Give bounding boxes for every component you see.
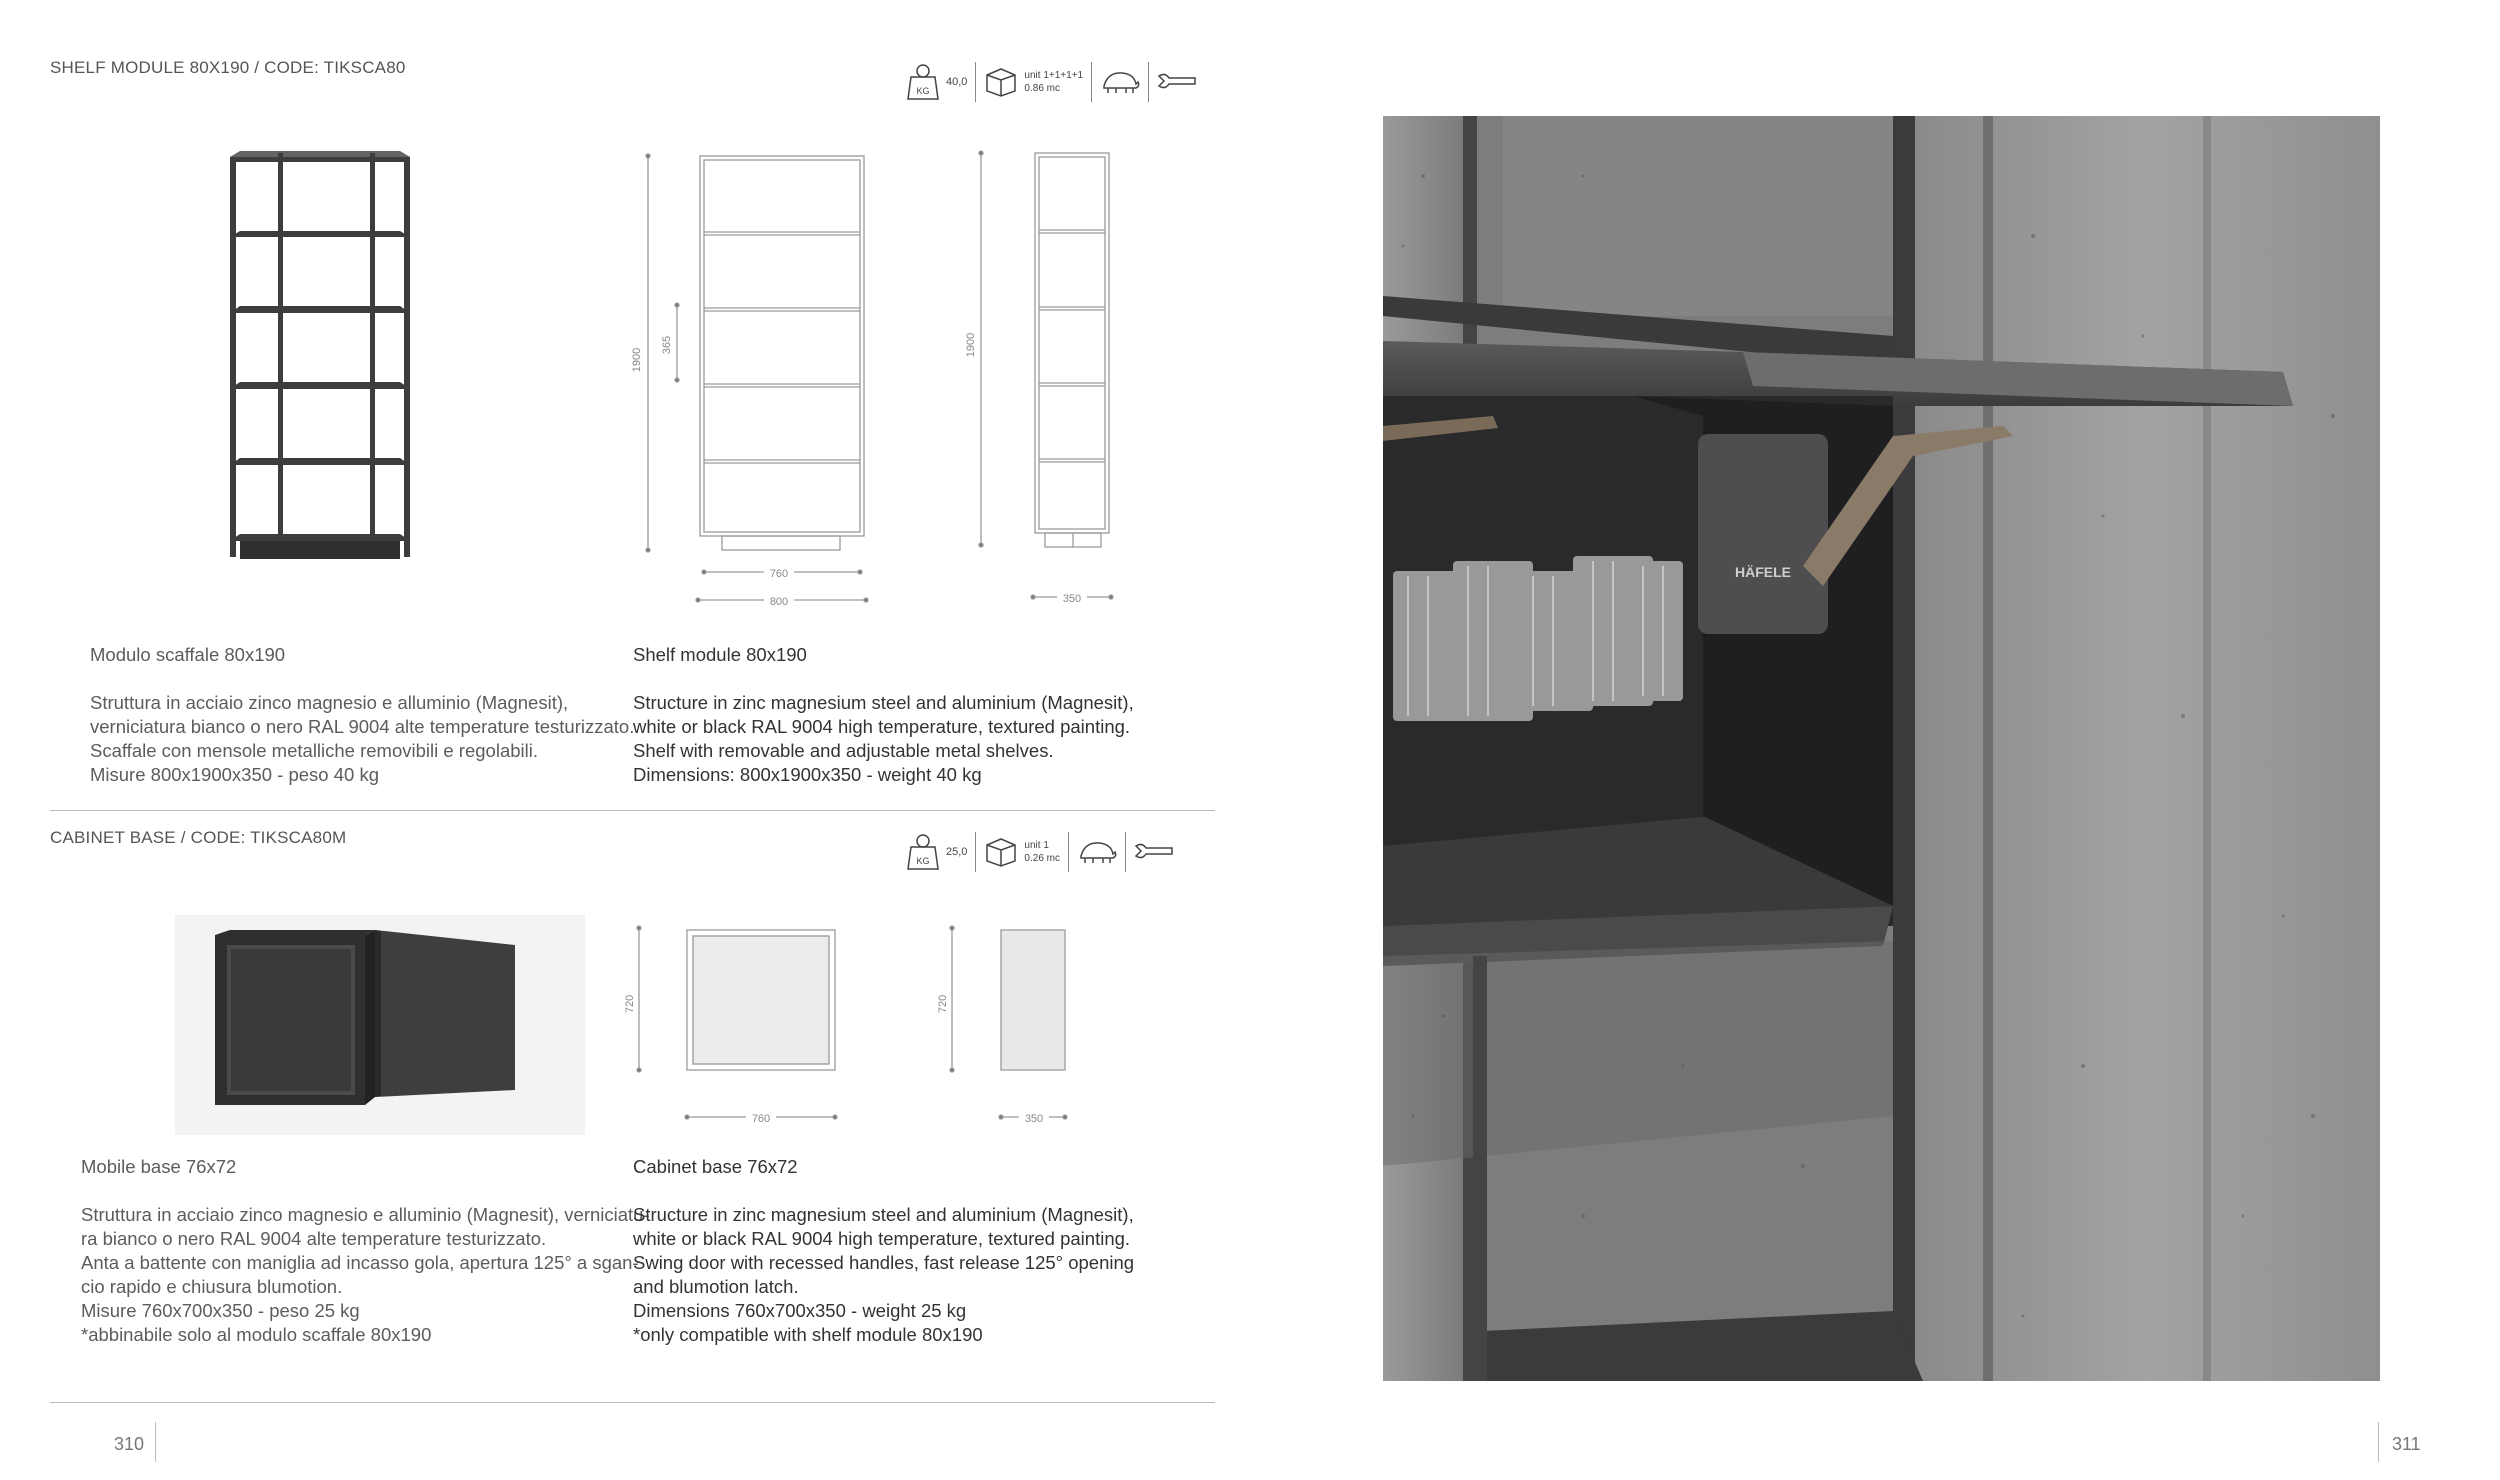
desc-line: Dimensions 760x700x350 - weight 25 kg: [633, 1300, 967, 1321]
svg-text:365: 365: [661, 335, 673, 355]
wrench-icon: [1157, 70, 1197, 94]
desc-line: Shelf with removable and adjustable metal shelves.: [633, 740, 1054, 761]
desc-line: *only compatible with shelf module 80x190: [633, 1324, 983, 1345]
section-title-shelf-module: SHELF MODULE 80X190 / CODE: TIKSCA80: [50, 58, 406, 77]
cabinet-side-drawing: [937, 920, 1080, 1130]
weight-value: 25,0: [946, 845, 968, 858]
description-italian-shelf: [90, 643, 635, 787]
package-volume: 0.86 mc: [1024, 83, 1060, 94]
weight-icon: [906, 63, 940, 101]
desc-line: Dimensions: 800x1900x350 - weight 40 kg: [633, 764, 982, 785]
desc-line: and blumotion latch.: [633, 1276, 799, 1297]
footer-divider: [50, 1402, 1215, 1403]
svg-text:350: 350: [1062, 593, 1082, 605]
package-icon-group: [976, 60, 1091, 104]
desc-line: ra bianco o nero RAL 9004 alte temperature testurizzato.: [81, 1228, 547, 1249]
cabinet-base-render: [175, 915, 585, 1135]
package-volume: 0.26 mc: [1024, 853, 1060, 864]
shelf-module-render: [220, 145, 420, 570]
svg-text:720: 720: [624, 994, 636, 1014]
section-divider: [50, 810, 1215, 811]
desc-line: verniciatura bianco o nero RAL 9004 alte temperature testurizzato.: [90, 716, 635, 737]
heading-italian-cabinet: Mobile base 76x72: [81, 1156, 237, 1177]
svg-text:720: 720: [937, 994, 949, 1014]
product-icons-shelf: [898, 60, 1205, 104]
product-photo: [1383, 116, 2380, 1381]
page-number-left: 310: [114, 1434, 145, 1454]
svg-text:350: 350: [1024, 1113, 1044, 1125]
package-icon-group: [976, 830, 1068, 874]
shelf-front-drawing: [630, 150, 890, 610]
desc-line: Misure 800x1900x350 - peso 40 kg: [90, 764, 379, 785]
desc-line: Struttura in acciaio zinco magnesio e alluminio (Magnesit), verniciatu-: [81, 1204, 650, 1225]
shelf-side-drawing: [965, 145, 1125, 615]
tortoise-icon: [1077, 838, 1117, 866]
description-italian-cabinet: [81, 1155, 650, 1347]
desc-line: white or black RAL 9004 high temperature, textured painting.: [633, 716, 1131, 737]
package-units: unit 1+1+1+1: [1024, 70, 1084, 81]
svg-text:KG: KG: [916, 86, 930, 96]
heading-english-cabinet: Cabinet base 76x72: [633, 1156, 798, 1177]
package-units: unit 1: [1024, 840, 1049, 851]
desc-line: cio rapido e chiusura blumotion.: [81, 1276, 343, 1297]
hafele-label: HÄFELE: [1735, 564, 1791, 580]
section-title-cabinet-base: CABINET BASE / CODE: TIKSCA80M: [50, 828, 347, 847]
package-icon: [984, 67, 1018, 97]
desc-line: Structure in zinc magnesium steel and aluminium (Magnesit),: [633, 1204, 1134, 1225]
svg-text:KG: KG: [916, 856, 930, 866]
desc-line: *abbinabile solo al modulo scaffale 80x190: [81, 1324, 432, 1345]
package-icon: [984, 837, 1018, 867]
weight-icon-group: [898, 60, 975, 104]
product-icons-cabinet: [898, 830, 1182, 874]
description-english-cabinet: [633, 1155, 1193, 1347]
svg-text:1900: 1900: [965, 332, 977, 358]
weight-icon: [906, 833, 940, 871]
svg-text:800: 800: [769, 596, 789, 608]
weight-icon-group: [898, 830, 975, 874]
wrench-icon: [1134, 840, 1174, 864]
desc-line: Swing door with recessed handles, fast release 125° opening: [633, 1252, 1135, 1273]
svg-text:760: 760: [751, 1113, 771, 1125]
heading-english-shelf: Shelf module 80x190: [633, 644, 807, 665]
desc-line: Misure 760x700x350 - peso 25 kg: [81, 1300, 360, 1321]
tortoise-icon: [1100, 68, 1140, 96]
desc-line: white or black RAL 9004 high temperature, textured painting.: [633, 1228, 1131, 1249]
desc-line: Structure in zinc magnesium steel and aluminium (Magnesit),: [633, 692, 1134, 713]
weight-value: 40,0: [946, 75, 968, 88]
desc-line: Struttura in acciaio zinco magnesio e alluminio (Magnesit),: [90, 692, 569, 713]
page-number-right: 311: [2392, 1434, 2421, 1454]
svg-text:1900: 1900: [631, 347, 643, 373]
cabinet-front-drawing: [625, 920, 865, 1130]
heading-italian-shelf: Modulo scaffale 80x190: [90, 644, 286, 665]
desc-line: Scaffale con mensole metalliche removibili e regolabili.: [90, 740, 538, 761]
desc-line: Anta a battente con maniglia ad incasso gola, apertura 125° a sgan-: [81, 1252, 639, 1273]
svg-text:760: 760: [769, 568, 789, 580]
description-english-shelf: [633, 643, 1193, 787]
